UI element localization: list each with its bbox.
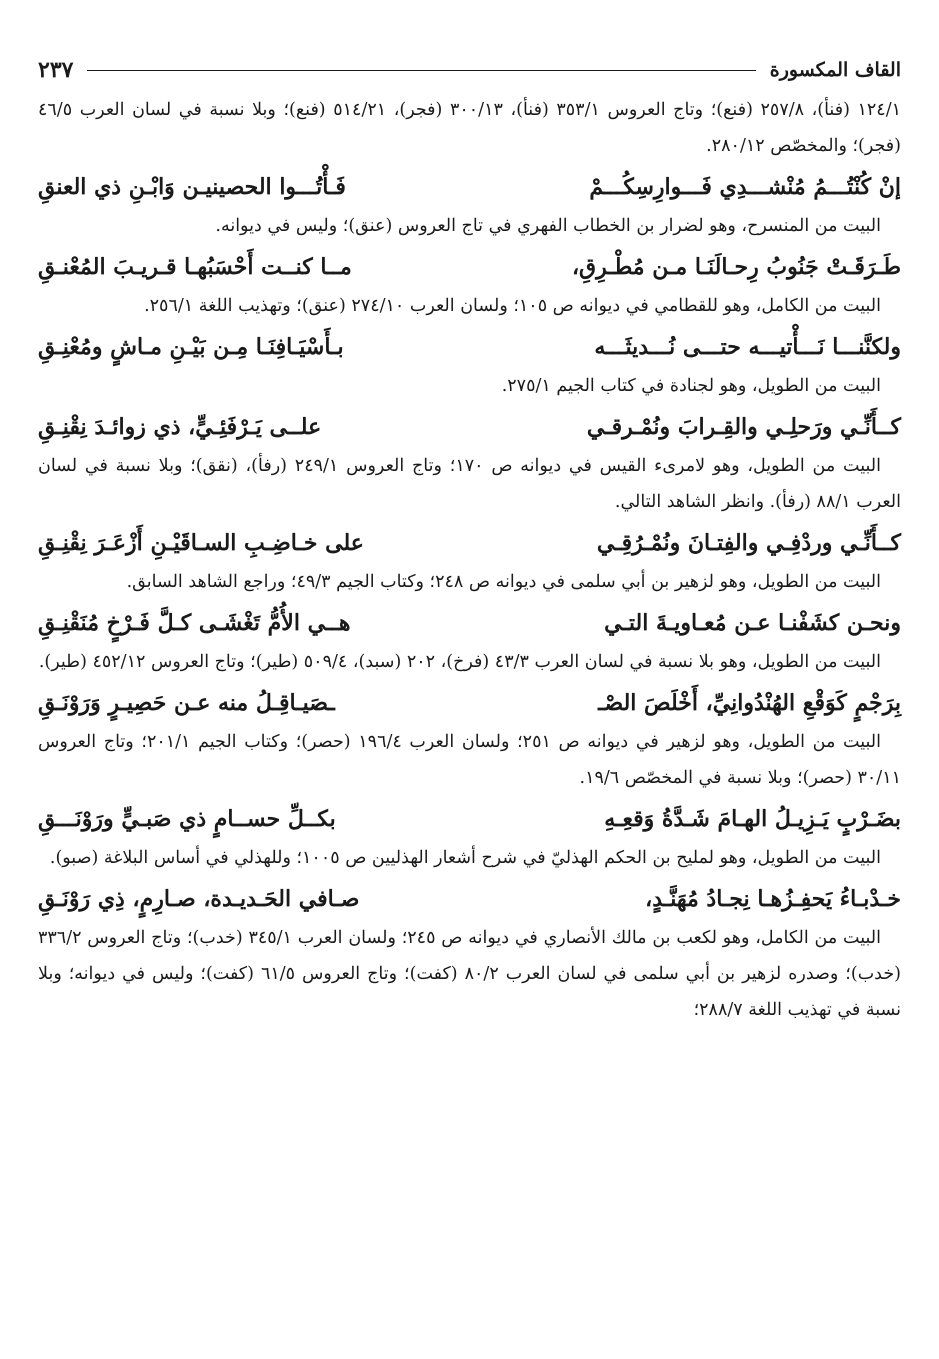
- verse-first-hemistich: طَـرَقَـتْ جَنُوبُ رِحـالَنَـا مـن مُطْـرِقِ،: [571, 254, 901, 280]
- verse-second-hemistich: صـافي الحَـديـدة، صـارِمٍ، ذِي رَوْنَـقِ: [38, 886, 360, 912]
- verse-note: البيت من الطويل، وهو لزهير في ديوانه ص ٢٥١؛ ولسان العرب ١٩٦/٤ (حصر)؛ وكتاب الجيم ٢٠١/١؛ وتاج العروس ٣٠/١١ (حصر)؛ وبلا نسبة في المخصّص ١٩/٦.: [38, 732, 901, 788]
- verse-second-hemistich: بكــلِّ حســامٍ ذي صَبـيٍّ ورَوْنَـــقِ: [38, 806, 336, 832]
- verse-first-hemistich: بِرَجْمٍ كَوَقْعِ الهُنْدُوانِيِّ، أَخْلَصَ الصْـ: [598, 690, 901, 716]
- verse-first-hemistich: كــأَنِّـي ورَحلِـي والقِـرابَ ونُمْـرقـي: [586, 414, 901, 440]
- verse-first-hemistich: إنْ كُنْتُـــمُ مُنْشـــدِي فَـــوارِسِكُـــمْ: [589, 174, 901, 200]
- verse-line: [38, 878, 901, 920]
- verse-second-hemistich: علــى يَـرْفَئِـيٍّ، ذي زوائـدَ نِقْنِـقِ: [38, 414, 322, 440]
- verse-note: البيت من الطويل، وهو لجنادة في كتاب الجيم ٢٧٥/١.: [501, 376, 881, 396]
- verse-first-hemistich: ولكنَّنـــا نَـــأْتيـــه حتـــى نُـــديثَـــه: [594, 334, 901, 360]
- page: [38, 48, 901, 1339]
- verse-note: البيت من الكامل، وهو للقطامي في ديوانه ص ١٠٥؛ ولسان العرب ٢٧٤/١٠ (عنق)؛ وتهذيب اللغة ٢٥٦/١.: [144, 296, 881, 316]
- verse-note: البيت من الطويل، وهو لامرىء القيس في ديوانه ص ١٧٠؛ وتاج العروس ٢٤٩/١ (رفأ)، (نقق)؛ وبلا نسبة في لسان العرب ٨٨/١ (رفأ). وانظر الشاهد التالي.: [38, 456, 901, 512]
- verse-second-hemistich: على خـاضِـبِ السـاقَيْـنِ أَزْعَـرَ نِقْنِـقِ: [38, 530, 364, 556]
- verse-first-hemistich: كــأَنِّـي وردْفِـي والفِتـانَ ونُمْـرُقِـي: [596, 530, 901, 556]
- verse-line: [38, 326, 901, 368]
- verse-line: [38, 522, 901, 564]
- verse-note: البيت من الطويل، وهو لزهير بن أبي سلمى في ديوانه ص ٢٤٨؛ وكتاب الجيم ٤٩/٣؛ وراجع الشاهد السابق.: [126, 572, 881, 592]
- verse-first-hemistich: بضَـرْبٍ يَـزِيـلُ الهـامَ شَـدَّةُ وَقعِـهِ: [604, 806, 901, 832]
- verse-note: البيت من الطويل، وهو لمليح بن الحكم الهذليّ في شرح أشعار الهذليين ص ١٠٠٥؛ وللهذلي في أساس البلاغة (صبو).: [49, 848, 881, 868]
- chapter-title: القاف المكسورة: [769, 59, 901, 81]
- verse-first-hemistich: ونحـن كشَفْنـا عـن مُعـاويـةَ التـي: [604, 610, 901, 636]
- verse-note: البيت من الكامل، وهو لكعب بن مالك الأنصاري في ديوانه ص ٢٤٥؛ ولسان العرب ٣٤٥/١ (خدب)؛ وتاج العروس ٣٣٦/٢ (خدب)؛ وصدره لزهير بن أبي سلمى في لسان العرب ٨٠/٢ (كفت)؛ وتاج العروس ٦١/٥ (كفت)؛ وليس في ديوانه؛ وبلا نسبة في تهذيب اللغة ٢٨٨/٧؛: [38, 928, 902, 1020]
- verse-first-hemistich: خـدْبـاءُ يَحفِـزُهـا نِجـادُ مُهَنَّـدٍ،: [645, 886, 901, 912]
- verse-second-hemistich: مــا كنــت أَحْسَبُهـا قـريـبَ المُعْنـقِ: [38, 254, 352, 280]
- verse-line: [38, 166, 901, 208]
- verse-line: [38, 602, 901, 644]
- verse-note: البيت من الطويل، وهو بلا نسبة في لسان العرب ٤٣/٣ (فرخ)، ٢٠٢ (سبد)، ٥٠٩/٤ (طير)؛ وتاج العروس ٤٥٢/١٢ (طير).: [38, 652, 881, 672]
- verse-line: [38, 406, 901, 448]
- verse-line: [38, 246, 901, 288]
- intro-note: ١٢٤/١ (فنأ)، ٢٥٧/٨ (فنع)؛ وتاج العروس ٣٥٣/١ (فنأ)، ٣٠٠/١٣ (فجر)، ٥١٤/٢١ (فنع)؛ وبلا نسبة في لسان العرب ٤٦/٥ (فجر)؛ والمخصّص ٢٨٠/١٢.: [38, 100, 901, 156]
- entries: [38, 166, 901, 1028]
- verse-line: [38, 682, 901, 724]
- running-header: [38, 48, 901, 92]
- verse-line: [38, 798, 901, 840]
- verse-second-hemistich: بـأَسْيَـافِنَـا مِـن بَيْـنِ مـاشٍ ومُعْنِـقِ: [38, 334, 344, 360]
- verse-note: البيت من المنسرح، وهو لضرار بن الخطاب الفهري في تاج العروس (عنق)؛ وليس في ديوانه.: [215, 216, 881, 236]
- verse-second-hemistich: ـصَيـاقِـلُ منه عـن حَصِيـرٍ وَرَوْنَـقِ: [38, 690, 335, 716]
- page-number: ٢٣٧: [38, 57, 74, 83]
- verse-second-hemistich: هــي الأُمُّ تَغْشَـى كـلَّ فَـرْخٍ مُنَقْنِـقِ: [38, 610, 351, 636]
- header-rule: [87, 70, 755, 71]
- verse-second-hemistich: فَـأْتُـــوا الحصينيـن وَابْـنِ ذي العنقِ: [38, 174, 346, 200]
